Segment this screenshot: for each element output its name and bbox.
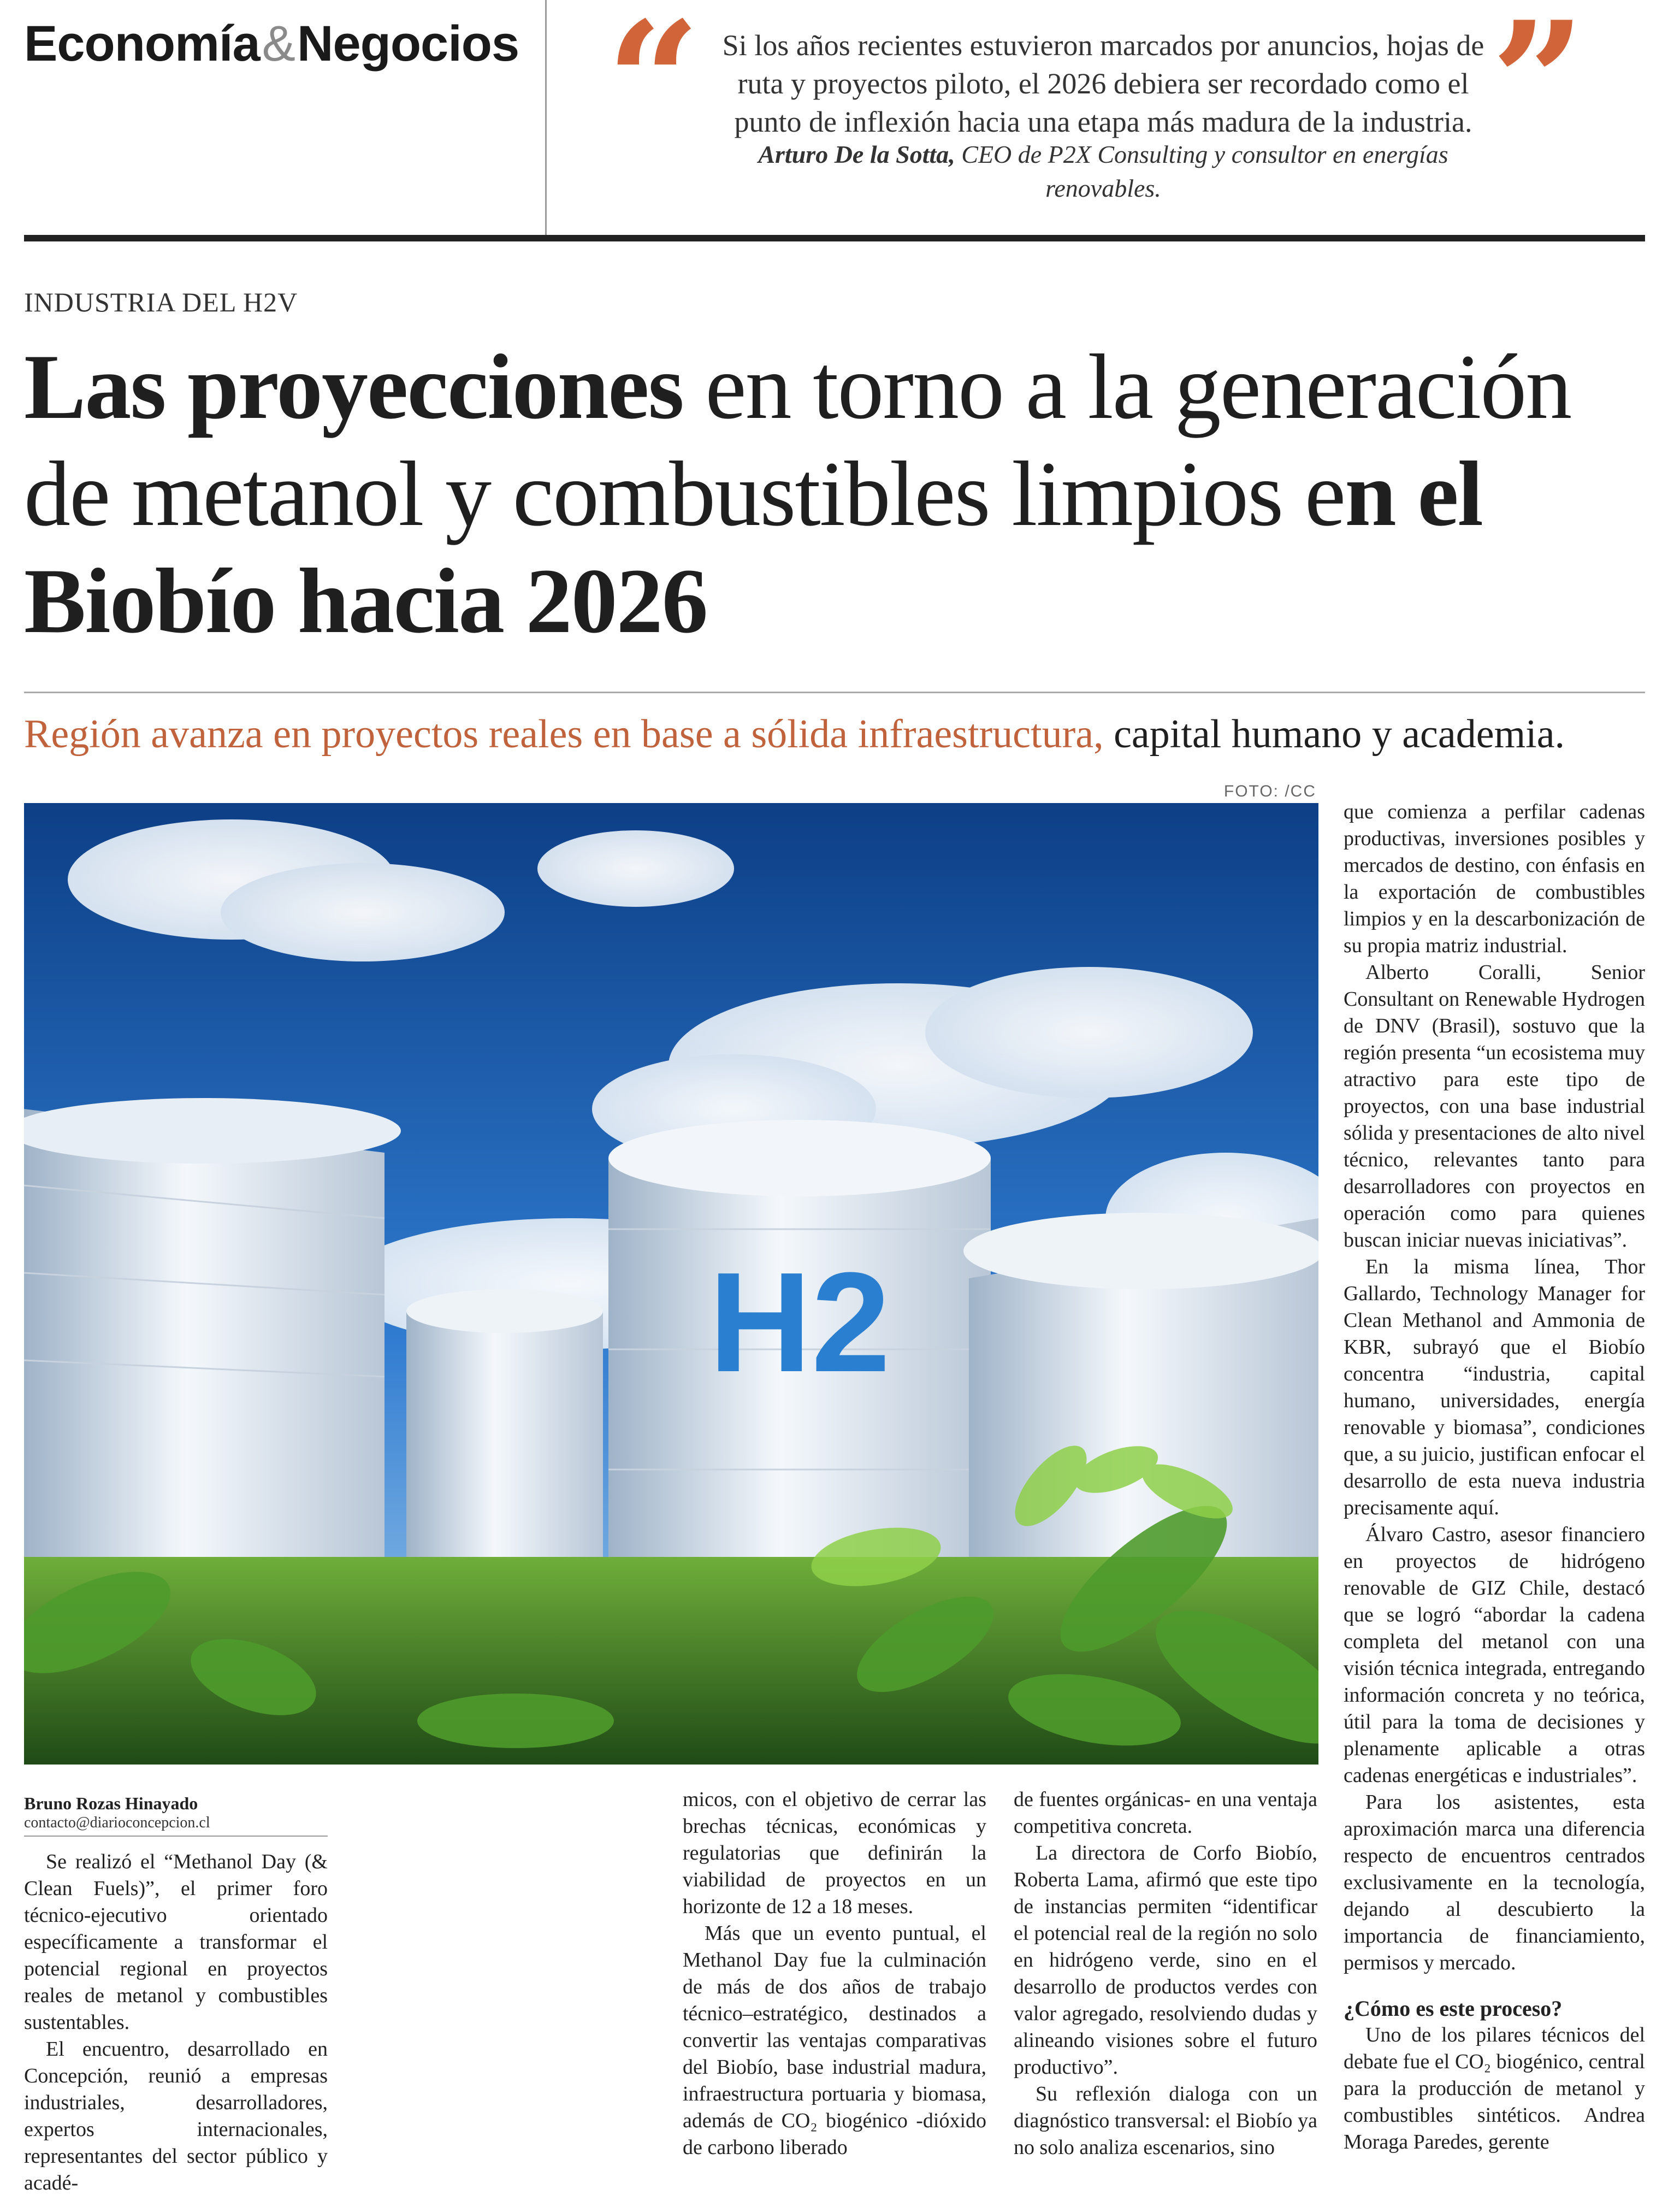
- article-kicker: INDUSTRIA DEL H2V: [24, 287, 298, 317]
- pull-quote-text: Si los años recientes estuvieron marcados por anuncios, hojas de ruta y proyectos piloto, el 2026 debiera ser recordado como el punto de inflexión hacia una etapa más madura de la industria.: [722, 29, 1484, 138]
- col4-paragraph-2: Alberto Coralli, Senior Consultant on Renewable Hydrogen de DNV (Brasil), sostuvo que la región presenta “un ecosistema muy atractivo para este tipo de proyectos, con una base industrial sólida y presentaciones de alto nivel técnico, relevantes tanto para desarrolladores con proyectos en operación como para quienes buscan iniciar nuevas iniciativas”.: [1344, 961, 1645, 1252]
- col3-paragraph-1: de fuentes orgánicas- en una ventaja competitiva concreta.: [1014, 1788, 1317, 1838]
- quote-author-role: CEO de P2X Consulting y consultor en energías renovables.: [955, 140, 1448, 202]
- article-column-4: [1344, 799, 1645, 2156]
- article-column-1: [24, 1793, 328, 2197]
- header-rule: [24, 235, 1645, 241]
- col1-paragraph-1: Se realizó el “Methanol Day (& Clean Fuels)”, el primer foro técnico-ejecutivo orientado específicamente a transformar el potencial regional en proyectos reales de metanol y combustibles sustentables.: [24, 1850, 328, 2034]
- article-subhead: [24, 708, 1657, 760]
- open-quote-icon: “: [606, 0, 701, 178]
- col4-paragraph-5: Para los asistentes, esta aproximación marca una diferencia respecto de encuentros centrados exclusivamente en la tecnología, dejando al descubierto la importancia de financiamiento, permisos y mercado.: [1344, 1791, 1645, 1974]
- headline-regular: en torno a la generación de metanol y combustibles limpios e: [24, 335, 1571, 545]
- headline-bold-end: n el Biobío hacia 2026: [24, 442, 1482, 652]
- title-rule: [24, 692, 1645, 693]
- section-title: [24, 15, 519, 73]
- quote-author-name: Arturo De la Sotta,: [758, 140, 955, 168]
- col4-paragraph-3: En la misma línea, Thor Gallardo, Technology Manager for Clean Methanol and Ammonia de KBR, subrayó que el Biobío concentra “industria, capital humano, universidades, energía renovable y biomasa”, condiciones que, a su juicio, justifican enfocar el desarrollo de esta nueva industria precisamente aquí.: [1344, 1255, 1645, 1519]
- col3-paragraph-3: Su reflexión dialoga con un diagnóstico transversal: el Biobío ya no solo analiza escenarios, sino: [1014, 2082, 1317, 2159]
- article-column-3: [1014, 1786, 1317, 2161]
- pull-quote-author: [710, 138, 1496, 205]
- subhead-plain: capital humano y academia.: [1103, 712, 1565, 757]
- photo-credit: FOTO: /CC: [1223, 782, 1316, 800]
- tank-h2-label: H2: [708, 1243, 891, 1402]
- article-column-2: [683, 1786, 986, 2161]
- section-title-part1: Economía: [24, 16, 260, 72]
- headline-bold-start: Las proyecciones: [24, 335, 683, 438]
- col1-paragraph-2: El encuentro, desarrollado en Concepción, reunió a empresas industriales, desarrolladores, expertos internacionales, representantes del sector público y acadé-: [24, 2038, 328, 2194]
- col4-paragraph-6: Uno de los pilares técnicos del debate fue el CO₂ biogénico, central para la producción de metanol y combustibles sintéticos. Andrea Moraga Paredes, gerente: [1344, 2023, 1645, 2153]
- col2-paragraph-1: micos, con el objetivo de cerrar las brechas técnicas, económicas y regulatorias que definirán la viabilidad de proyectos en un horizonte de 12 a 18 meses.: [683, 1788, 986, 1918]
- col4-subheading: ¿Cómo es este proceso?: [1344, 1996, 1563, 2021]
- close-quote-icon: ”: [1491, 0, 1586, 178]
- article-photo: [24, 803, 1318, 1765]
- header-divider: [545, 0, 547, 235]
- subhead-accent: Región avanza en proyectos reales en base a sólida infraestructura,: [24, 712, 1104, 757]
- col3-paragraph-2: La directora de Corfo Biobío, Roberta Lama, afirmó que este tipo de instancias permiten “identificar el potencial real de la región no solo en hidrógeno verde, sino en el desarrollo de productos verdes con valor agregado, resolviendo dudas y alineando visiones sobre el futuro productivo”.: [1014, 1842, 1317, 2079]
- col4-paragraph-1: que comienza a perfilar cadenas productivas, inversiones posibles y mercados de destino, con énfasis en la exportación de combustibles limpios y en la descarbonización de su propia matriz industrial.: [1344, 800, 1645, 957]
- byline-rule: [24, 1836, 328, 1837]
- section-title-ampersand: &: [262, 16, 295, 72]
- col2-paragraph-2: Más que un evento puntual, el Methanol Day fue la culminación de más de dos años de trabajo técnico–estratégico, destinados a convertir las ventajas comparativas del Biobío, base industrial madura, infraestructura portuaria y biomasa, además de CO₂ biogénico -dióxido de carbono liberado: [683, 1922, 986, 2159]
- byline-author: Bruno Rozas Hinayado: [24, 1793, 198, 1813]
- section-title-part2: Negocios: [297, 16, 519, 72]
- col4-paragraph-4: Álvaro Castro, asesor financiero en proyectos de hidrógeno renovable de GIZ Chile, destacó que se logró “abordar la cadena completa del metanol con una visión técnica integrada, entregando información concreta y no teórica, útil para la toma de decisiones y plenamente aplicable a otras cadenas energéticas e industriales”.: [1344, 1523, 1645, 1787]
- article-headline: [24, 333, 1652, 654]
- byline-email: contacto@diarioconcepcion.cl: [24, 1814, 210, 1831]
